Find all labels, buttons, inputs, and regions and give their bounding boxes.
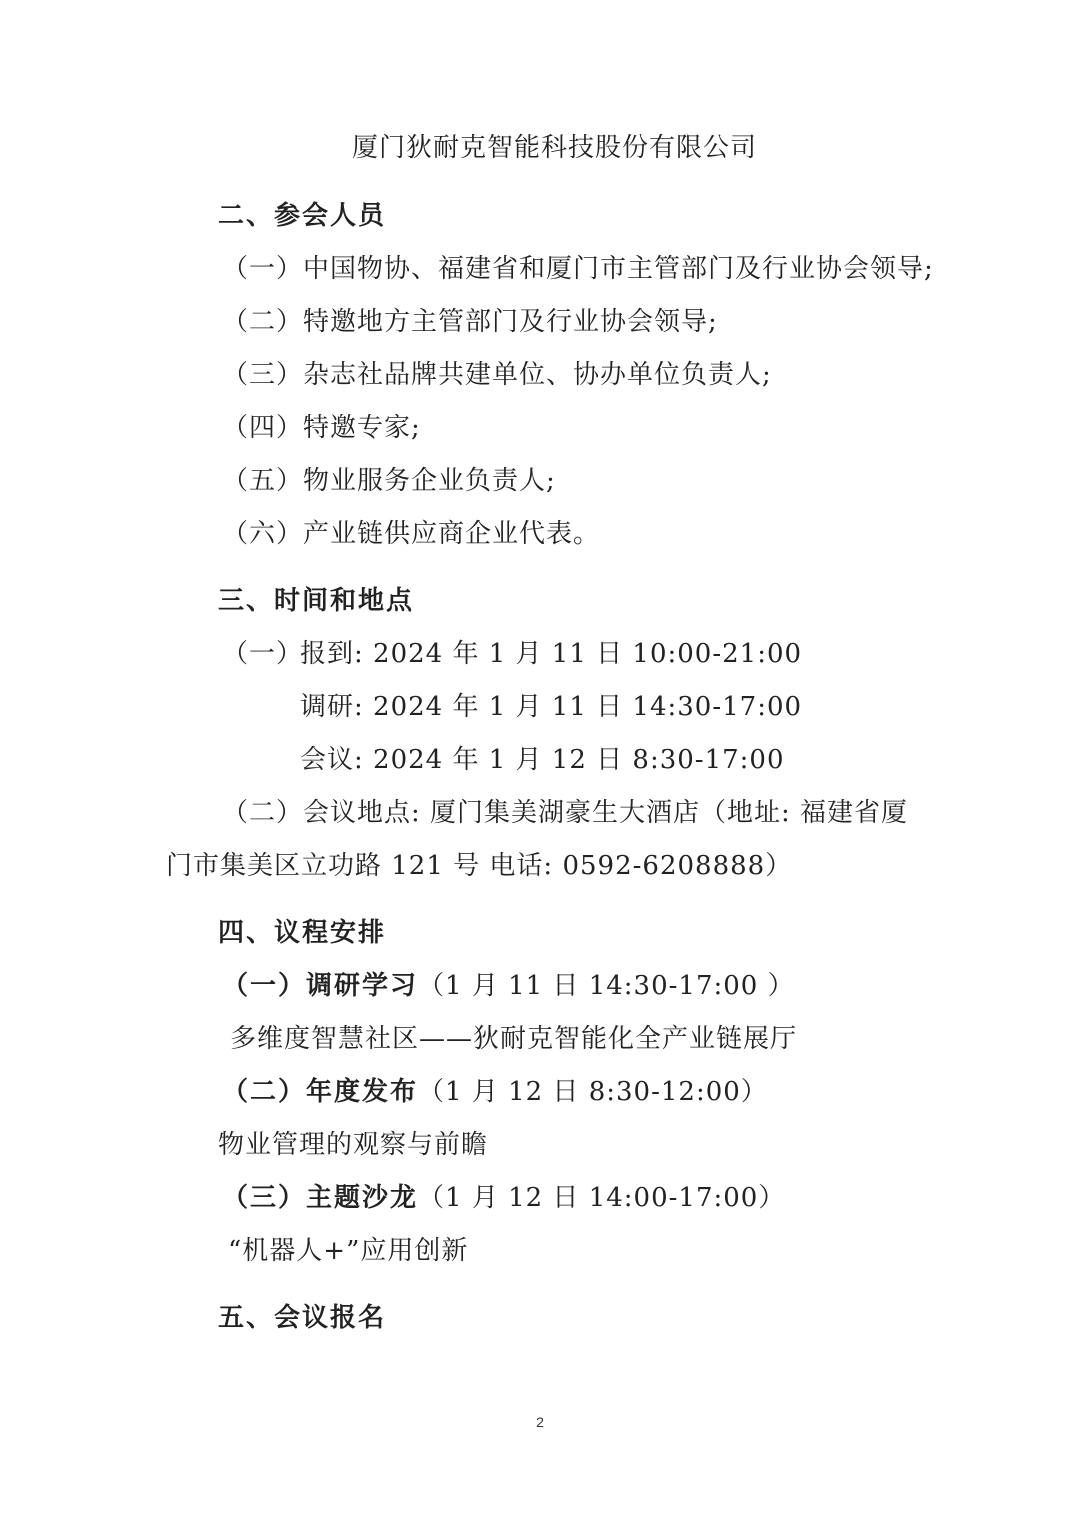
agenda-title: （一）调研学习 — [222, 971, 419, 1001]
agenda-desc: “机器人+”应用创新 — [228, 1236, 469, 1266]
agenda-time: （1 月 12 日 8:30-12:00） — [418, 1077, 768, 1107]
schedule-prefix: （一） — [222, 639, 304, 669]
section-heading-time-place: 三、时间和地点 — [218, 586, 415, 616]
agenda-item-research — [222, 969, 795, 1003]
section-heading-attendees: 二、参会人员 — [218, 201, 387, 231]
attendee-item: （六）产业链供应商企业代表。 — [222, 519, 601, 549]
attendee-item: （一）中国物协、福建省和厦门市主管部门及行业协会领导; — [222, 254, 934, 284]
agenda-title: （三）主题沙龙 — [222, 1183, 419, 1213]
schedule-research: 调研: 2024 年 1 月 11 日 14:30-17:00 — [300, 692, 803, 722]
attendee-item: （五）物业服务企业负责人; — [222, 466, 556, 496]
agenda-time: （1 月 12 日 14:00-17:00） — [418, 1183, 786, 1213]
section-heading-registration: 五、会议报名 — [218, 1303, 387, 1333]
venue-line-1: （二）会议地点: 厦门集美湖豪生大酒店（地址: 福建省厦 — [222, 798, 909, 828]
agenda-item-salon — [222, 1181, 785, 1215]
attendee-item: （四）特邀专家; — [222, 413, 421, 443]
agenda-desc: 物业管理的观察与前瞻 — [218, 1130, 489, 1160]
venue-line-2: 门市集美区立功路 121 号 电话: 0592-6208888） — [166, 851, 793, 881]
schedule-checkin: 报到: 2024 年 1 月 11 日 10:00-21:00 — [300, 639, 803, 669]
schedule-meeting: 会议: 2024 年 1 月 12 日 8:30-17:00 — [300, 745, 785, 775]
company-name: 厦门狄耐克智能科技股份有限公司 — [352, 133, 758, 163]
agenda-item-annual-release — [222, 1075, 768, 1109]
agenda-title: （二）年度发布 — [222, 1077, 419, 1107]
agenda-desc: 多维度智慧社区——狄耐克智能化全产业链展厅 — [230, 1024, 798, 1054]
page-number: 2 — [536, 1414, 544, 1430]
section-heading-agenda: 四、议程安排 — [218, 918, 387, 948]
agenda-time: （1 月 11 日 14:30-17:00 ） — [418, 971, 795, 1001]
attendee-item: （二）特邀地方主管部门及行业协会领导; — [222, 307, 718, 337]
attendee-item: （三）杂志社品牌共建单位、协办单位负责人; — [222, 360, 772, 390]
